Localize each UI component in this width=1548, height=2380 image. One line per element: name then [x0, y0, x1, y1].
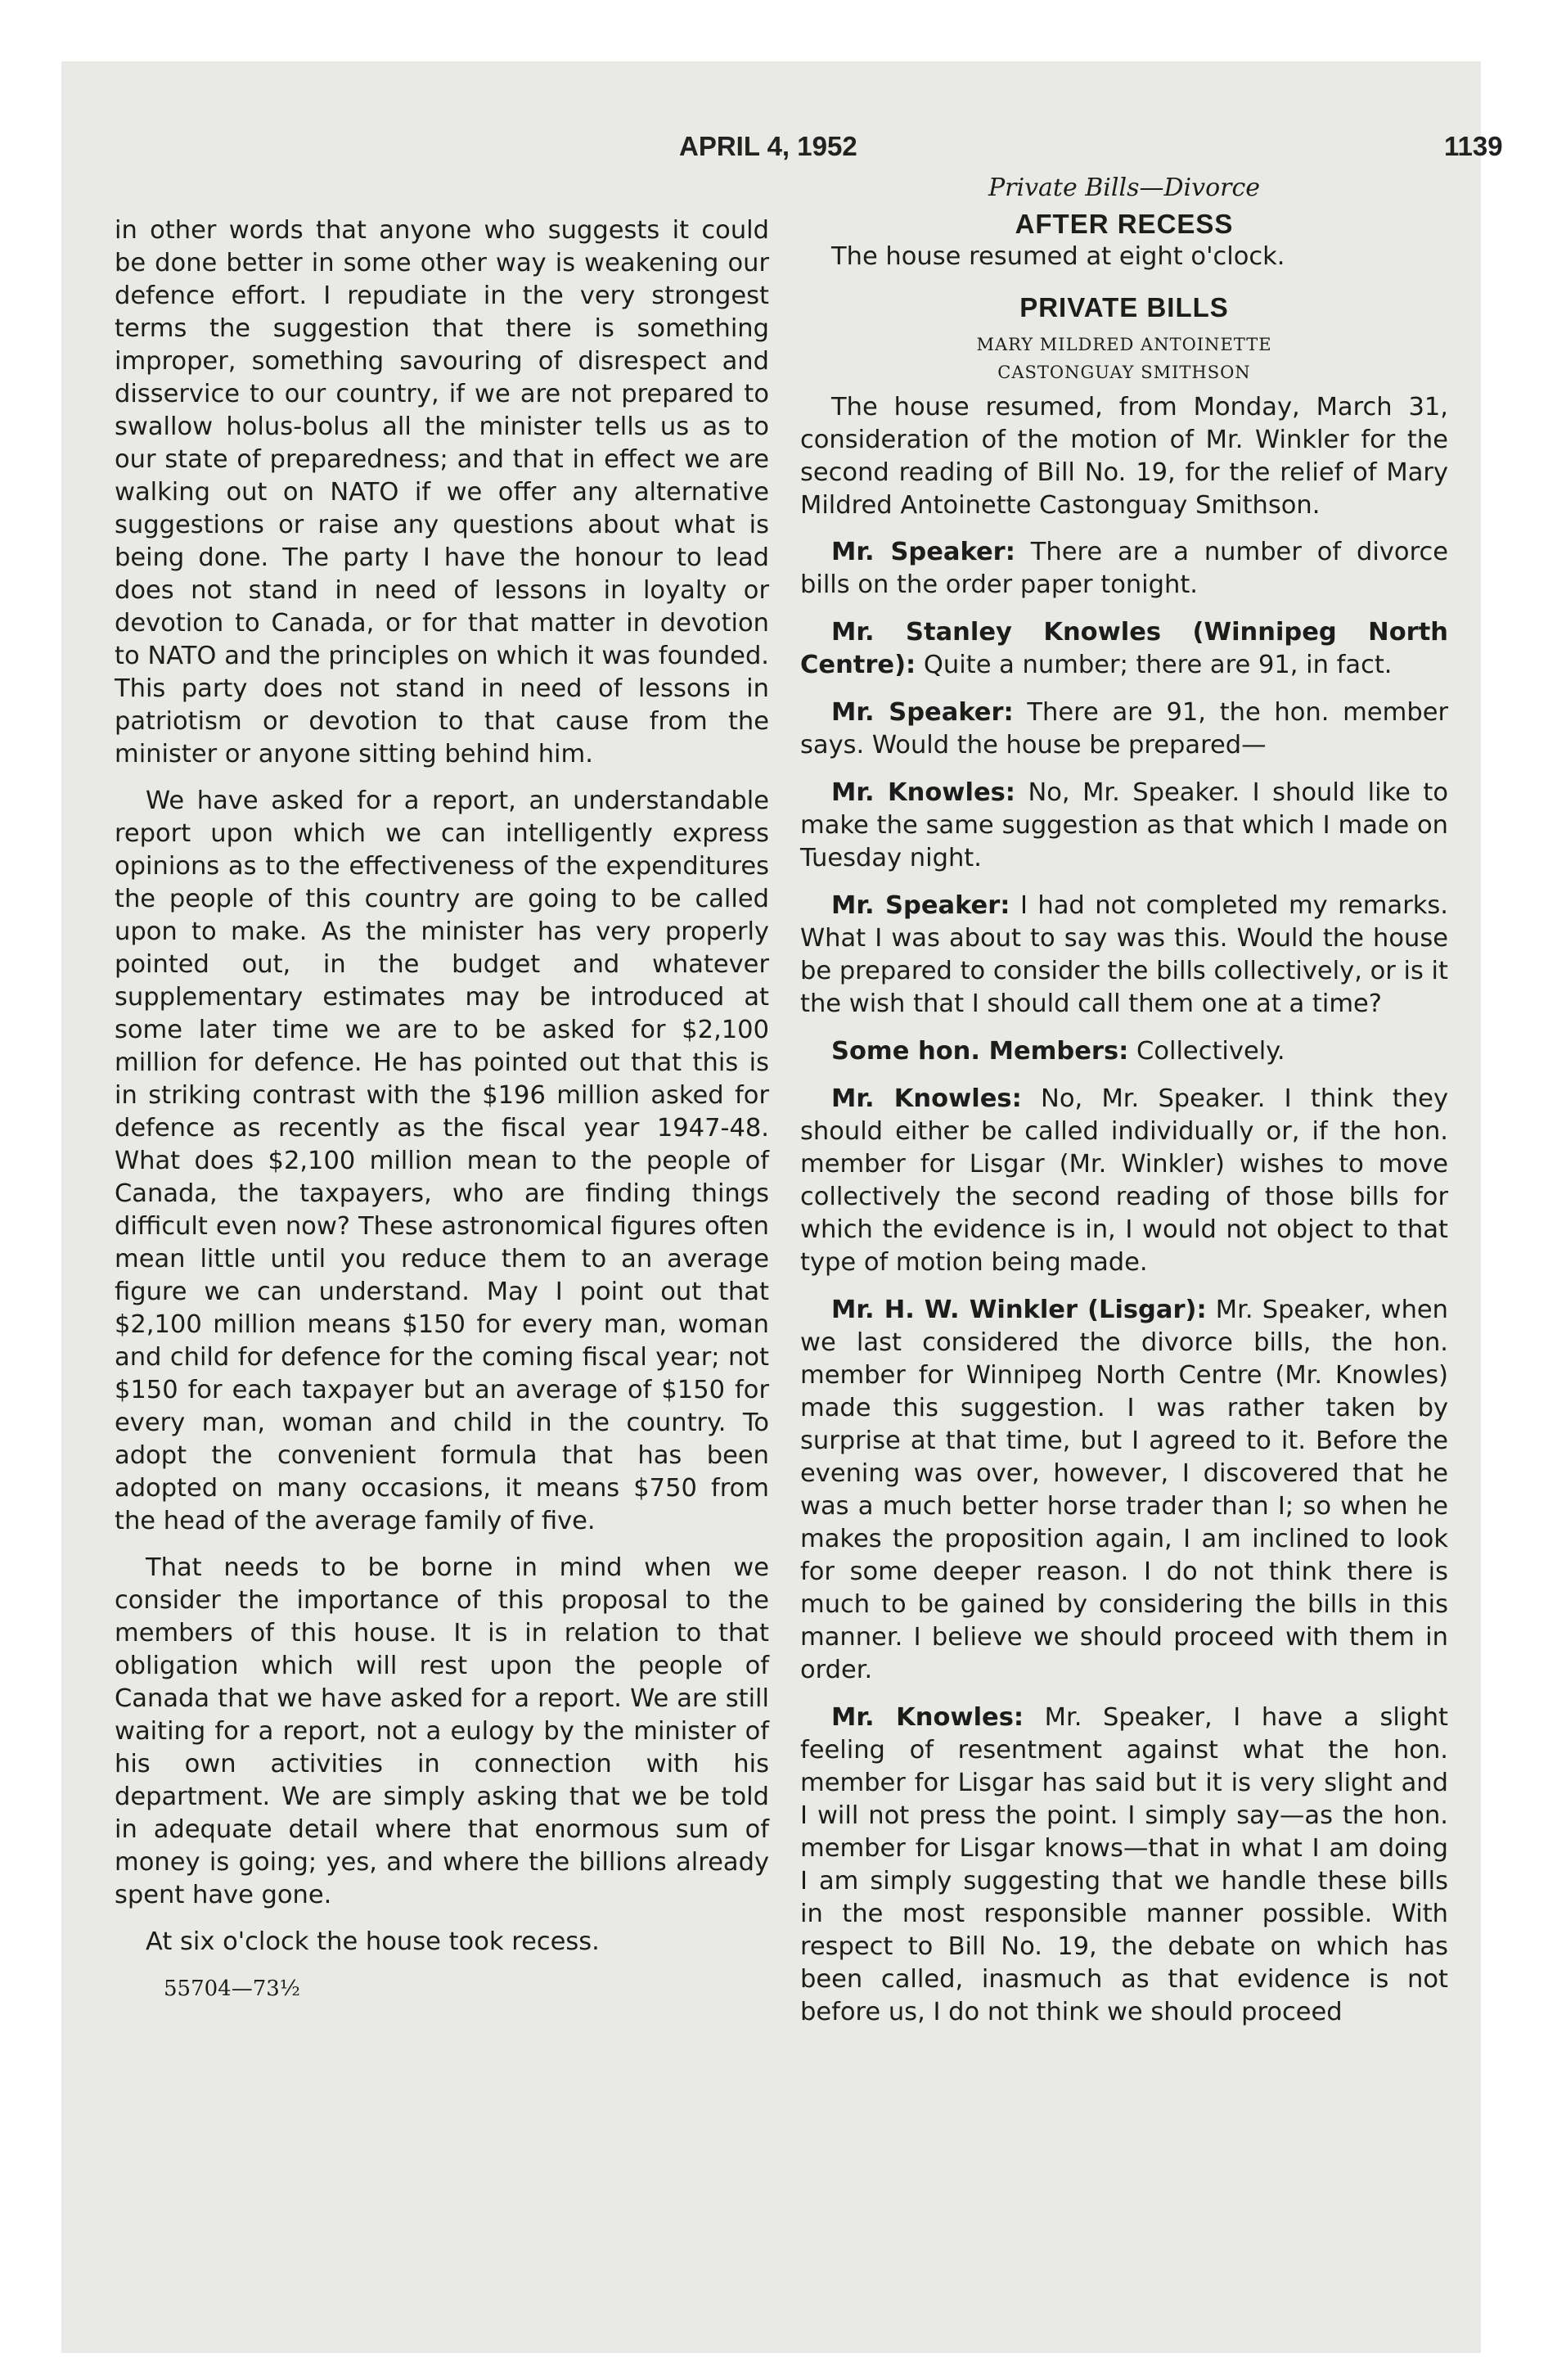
speech: [800, 1083, 1448, 1279]
speech-text: There are a number of divorce bills on the order paper tonight.: [800, 538, 1448, 599]
bill-name-line: CASTONGUAY SMITHSON: [997, 363, 1251, 382]
folio-number: 55704—73½: [164, 1977, 300, 2001]
paragraph: We have asked for a report, an understandable report upon which we can intelligently express opinions as to the effectiveness of the expenditures the people of this country are going to be called upon to make. As the minister has very properly pointed out, in the budget and whatever supplementary estimates may be introduced at some later time we are to be asked for $2,100 million for defence. He has pointed out that this is in striking contrast with the $196 million asked for defence as recently as the fiscal year 1947-48. What does $2,100 million mean to the people of Canada, the taxpayers, who are finding things difficult even now? These astronomical figures often mean little until you reduce them to an average figure we can understand. May I point out that $2,100 million means $150 for every man, woman and child for defence for the coming fiscal year; not $150 for each taxpayer but an average of $150 for every man, woman and child in the country. To adopt the convenient formula that has been adopted on many occasions, it means $750 from the head of the average family of five.: [115, 787, 769, 1535]
speech-text: Mr. Speaker, when we last considered the divorce bills, the hon. member for Winnipeg North Centre (Mr. Knowles) made this suggestion. I was rather taken by surprise at that time, but I agreed to it. Before the evening was over, however, I discovered that he was a much better horse trader than I; so when he makes the proposition again, I am inclined to look for some deeper reason. I do not think there is much to be gained by considering the bills in this manner. I believe we should proceed with them in order.: [800, 1296, 1448, 1684]
speech-text: Quite a number; there are 91, in fact.: [916, 651, 1393, 679]
speaker-name: Mr. Speaker:: [831, 538, 1015, 566]
speaker-name: Mr. Speaker:: [831, 698, 1014, 727]
speaker-name: Mr. Knowles:: [831, 778, 1015, 807]
speaker-name: Mr. Speaker:: [831, 891, 1010, 920]
speaker-name: Mr. Knowles:: [831, 1703, 1024, 1732]
page-number: 1139: [1444, 131, 1503, 161]
paragraph: in other words that anyone who suggests it could be done better in some other way is weakening our defence effort. I repudiate in the very strongest terms the suggestion that there is something improper, something savouring of disrespect and disservice to our country, if we are not prepared to swallow holus-bolus all the minister tells us as to our state of preparedness; and that in effect we are walking out on NATO if we offer any alternative suggestions or raise any questions about what is being done. The party I have the honour to lead does not stand in need of lessons in loyalty or devotion to Canada, or for that matter in devotion to NATO and the principles on which it was founded. This party does not stand in need of lessons in patriotism or devotion to that cause from the minister or anyone sitting behind him.: [115, 216, 769, 769]
speaker-name: Some hon. Members:: [831, 1037, 1129, 1066]
speaker-name: Mr. Knowles:: [831, 1084, 1022, 1113]
left-column: [115, 214, 769, 2005]
paragraph: The house resumed, from Monday, March 31, consideration of the motion of Mr. Winkler for the second reading of Bill No. 19, for the relief of Mary Mildred Antoinette Castonguay Smithson.: [800, 393, 1448, 520]
speech: [800, 890, 1448, 1021]
bill-name-line: MARY MILDRED ANTOINETTE: [976, 335, 1272, 354]
speech-text: I had not completed my remarks. What I was about to say was this. Would the house be prepared to consider the bills collectively, or is it the wish that I should call them one at a time?: [800, 891, 1448, 1018]
speech: [800, 696, 1448, 762]
speaker-name: Mr. Stanley Knowles (Winnipeg North Centre):: [800, 618, 1448, 679]
heading-private-bills: PRIVATE BILLS: [1019, 292, 1229, 322]
speech: [800, 1294, 1448, 1687]
speech-text: Mr. Speaker, I have a slight feeling of resentment against what the hon. member for Lisgar has said but it is very slight and I will not press the point. I simply say—as the hon. member for Lisgar knows—that in what I am doing I am simply suggesting that we handle these bills in the most responsible manner possible. With respect to Bill No. 19, the debate on which has been called, inasmuch as that evidence is not before us, I do not think we should proceed: [800, 1703, 1448, 2026]
speech: [800, 1702, 1448, 2029]
speech: [800, 616, 1448, 682]
speech-text: Collectively.: [1128, 1037, 1285, 1066]
running-head: [61, 131, 1503, 172]
paragraph: That needs to be borne in mind when we consider the importance of this proposal to the members of this house. It is in relation to that obligation which will rest upon the people of Canada that we have asked for a report. We are still waiting for a report, not a eulogy by the minister of his own activities in connection with his department. We are simply asking that we be told in adequate detail where that enormous sum of money is going; yes, and where the billions already spent have gone.: [115, 1553, 769, 1909]
speech-text: No, Mr. Speaker. I think they should either be called individually or, if the hon. member for Lisgar (Mr. Winkler) wishes to move collectively the second reading of those bills for which the evidence is in, I would not object to that type of motion being made.: [800, 1084, 1448, 1277]
speech: [800, 777, 1448, 875]
page-date: APRIL 4, 1952: [679, 131, 857, 161]
recess-note: At six o'clock the house took recess.: [146, 1927, 600, 1956]
right-column: [800, 172, 1448, 2044]
resumed-note: The house resumed at eight o'clock.: [831, 242, 1285, 271]
speech-text: There are 91, the hon. member says. Would the house be prepared—: [800, 698, 1448, 760]
speech: [800, 536, 1448, 602]
section-subhead: Private Bills—Divorce: [988, 174, 1261, 202]
speech-text: No, Mr. Speaker. I should like to make the same suggestion as that which I made on Tuesday night.: [800, 778, 1449, 872]
speaker-name: Mr. H. W. Winkler (Lisgar):: [831, 1296, 1207, 1324]
heading-after-recess: AFTER RECESS: [1015, 209, 1234, 239]
speech: [800, 1035, 1448, 1068]
